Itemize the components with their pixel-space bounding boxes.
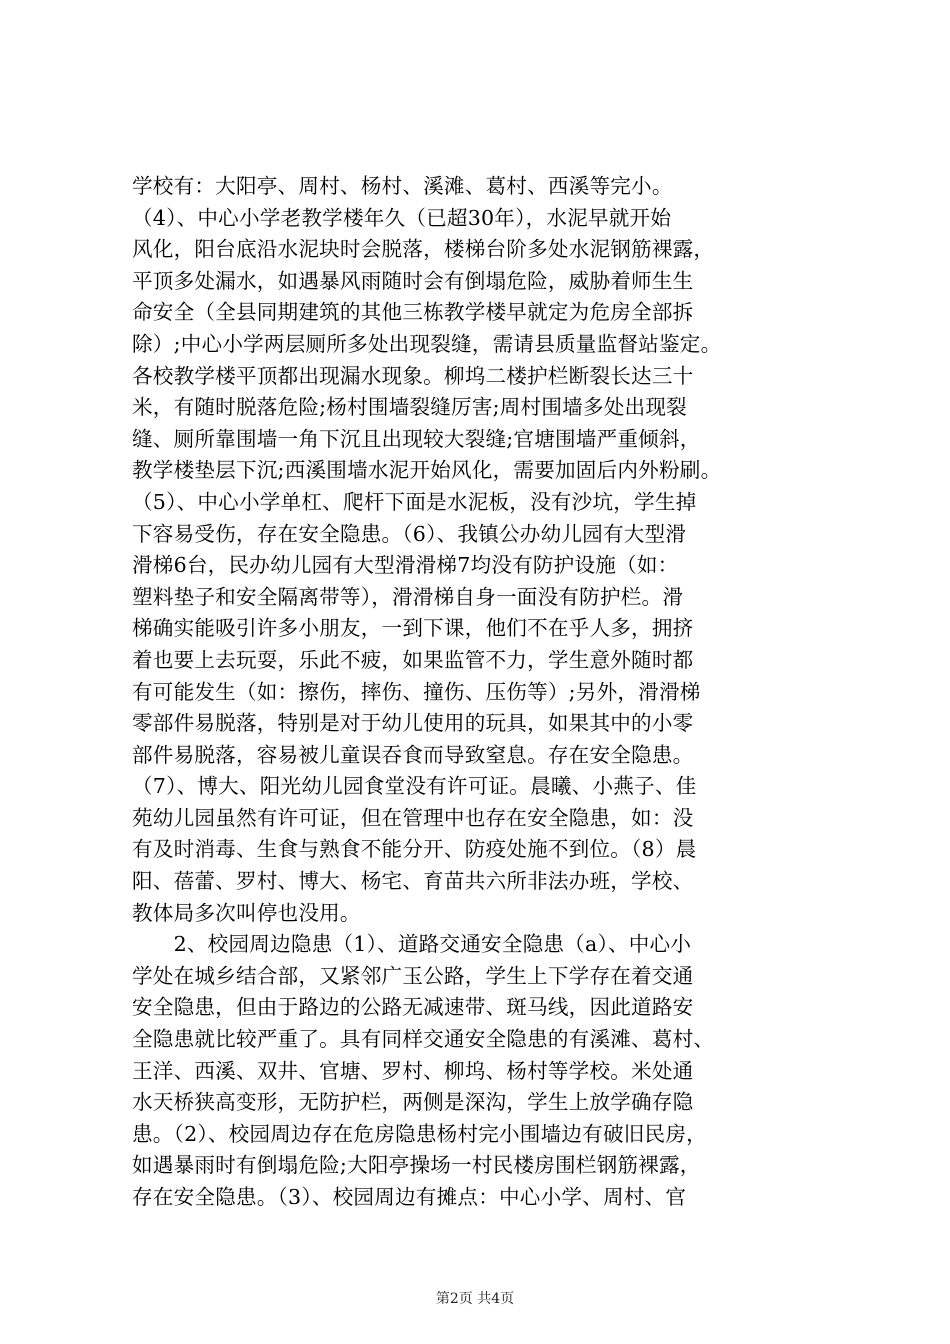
page-number-label: 第2页 共4页 (435, 1291, 515, 1307)
text-line: 全隐患就比较严重了。具有同样交通安全隐患的有溪滩、葛村、 (132, 1027, 715, 1052)
text-line: 各校教学楼平顶都出现漏水现象。柳坞二楼护栏断裂长达三十 (132, 363, 694, 388)
text-line: 有可能发生（如：擦伤，摔伤、撞伤、压伤等）;另外，滑滑梯 (132, 679, 701, 704)
text-line: 部件易脱落，容易被儿童误吞食而导致窒息。存在安全隐患。 (132, 742, 694, 767)
text-line: 教学楼垫层下沉;西溪围墙水泥开始风化，需要加固后内外粉刷。 (132, 458, 722, 483)
text-line: 缝、厕所靠围墙一角下沉且出现较大裂缝;官塘围墙严重倾斜， (132, 426, 701, 451)
text-line: 命安全（全县同期建筑的其他三栋教学楼早就定为危房全部拆 (132, 300, 694, 325)
text-line: 有及时消毒、生食与熟食不能分开、防疫处施不到位。（8）晨 (132, 837, 697, 862)
text-line: 教体局多次叫停也没用。 (132, 900, 361, 925)
text-line: 滑梯6台，民办幼儿园有大型滑滑梯7均没有防护设施（如： (132, 553, 679, 578)
text-line: 学校有：大阳亭、周村、杨村、溪滩、葛村、西溪等完小。 (132, 174, 673, 198)
text-line: 如遇暴雨时有倒塌危险;大阳亭操场一村民楼房围栏钢筋裸露， (132, 1153, 701, 1178)
text-line: 风化，阳台底沿水泥块时会脱落，楼梯台阶多处水泥钢筋裸露， (132, 237, 715, 262)
text-line: 着也要上去玩耍，乐此不疲，如果监管不力，学生意外随时都 (132, 647, 694, 672)
text-line: 安全隐患，但由于路边的公路无减速带、斑马线，因此道路安 (132, 995, 694, 1020)
text-line: 下容易受伤，存在安全隐患。（6）、我镇公办幼儿园有大型滑 (132, 521, 687, 546)
document-body (132, 171, 832, 1214)
text-line: （4）、中心小学老教学楼年久（已超30年），水泥早就开始 (132, 205, 672, 230)
text-line: （7）、博大、阳光幼儿园食堂没有许可证。晨曦、小燕子、佳 (132, 774, 697, 799)
text-line: 2、校园周边隐患（1）、道路交通安全隐患（a）、中心小 (132, 932, 692, 957)
page-footer (0, 1290, 950, 1308)
text-line: 学处在城乡结合部，又紧邻广玉公路，学生上下学存在着交通 (132, 963, 694, 988)
text-line: 苑幼儿园虽然有许可证，但在管理中也存在安全隐患，如：没 (132, 805, 694, 830)
text-line: 存在安全隐患。（3）、校园周边有摊点：中心小学、周村、官 (132, 1185, 687, 1209)
text-line: 王洋、西溪、双井、官塘、罗村、柳坞、杨村等学校。米处通 (132, 1058, 694, 1083)
text-line: 水天桥狭高变形，无防护栏，两侧是深沟，学生上放学确存隐 (132, 1090, 694, 1115)
text-line: 塑料垫子和安全隔离带等），滑滑梯自身一面没有防护栏。滑 (132, 584, 684, 609)
text-line: 梯确实能吸引许多小朋友，一到下课，他们不在乎人多，拥挤 (132, 616, 694, 641)
text-line: 零部件易脱落，特别是对于幼儿使用的玩具，如果其中的小零 (132, 711, 694, 736)
text-line: 米，有随时脱落危险;杨村围墙裂缝厉害;周村围墙多处出现裂 (132, 395, 687, 420)
text-line: 除）;中心小学两层厕所多处出现裂缝，需请县质量监督站鉴定。 (132, 331, 722, 356)
text-line: 患。（2）、校园周边存在危房隐患杨村完小围墙边有破旧民房， (132, 1121, 707, 1146)
text-line: （5）、中心小学单杠、爬杆下面是水泥板，没有沙坑，学生掉 (132, 489, 697, 514)
text-line: 阳、蓓蕾、罗村、博大、杨宅、育苗共六所非法办班，学校、 (132, 869, 694, 894)
text-line: 平顶多处漏水，如遇暴风雨随时会有倒塌危险，威胁着师生生 (132, 268, 694, 293)
